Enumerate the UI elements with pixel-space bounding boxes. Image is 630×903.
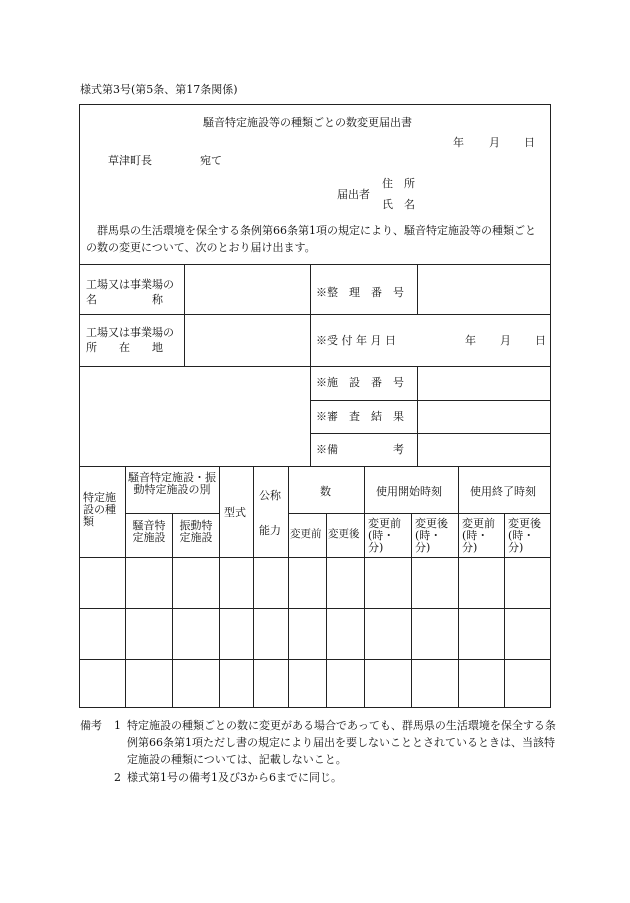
received-date-label: ※受 付 年 月 日 xyxy=(316,334,396,347)
date-day: 日 xyxy=(524,136,535,149)
rule xyxy=(79,314,551,315)
rule xyxy=(79,264,551,265)
rule xyxy=(458,466,459,708)
notifier-address-label: 住 所 xyxy=(382,177,415,190)
notifier-name-label: 氏 名 xyxy=(382,198,415,211)
addressee-suffix: 宛て xyxy=(200,154,222,167)
count-header: 数 xyxy=(320,485,331,498)
note-1-number: 1 xyxy=(114,719,121,732)
end-time-header: 使用終了時刻 xyxy=(470,485,536,498)
rule xyxy=(79,466,551,467)
rule xyxy=(411,513,412,708)
note-1-text: 特定施設の種類ごとの数に変更がある場合であっても、群馬県の生活環境を保全する条例第66条第1項ただし書の規定により届出を要しないこととされているときは、当該特定施設の種類については、記載しないこと。 xyxy=(127,719,556,766)
rule xyxy=(417,264,418,315)
capacity-header-bottom: 能力 xyxy=(259,524,281,537)
notes-label: 備考 xyxy=(80,719,102,732)
note-2-number: 2 xyxy=(114,771,121,784)
review-result-label: ※審 査 結 果 xyxy=(316,410,404,423)
count-before-header: 変更前 xyxy=(290,528,322,540)
end-after-time-header: 変更後(時・分) xyxy=(508,517,541,554)
rule xyxy=(184,264,185,366)
received-year: 年 xyxy=(465,334,476,347)
rule xyxy=(79,659,551,660)
date-month: 月 xyxy=(489,136,500,149)
count-after-header: 変更後 xyxy=(328,528,360,540)
start-after-time-header: 変更後(時・分) xyxy=(415,517,448,554)
rule xyxy=(288,466,289,708)
end-before-time-header: 変更前(時・分) xyxy=(462,517,495,554)
rule xyxy=(288,513,551,514)
notifier-label: 届出者 xyxy=(337,188,370,201)
start-time-header: 使用開始時刻 xyxy=(376,485,442,498)
rule xyxy=(364,466,365,708)
rule xyxy=(326,513,327,708)
rule xyxy=(79,366,551,367)
factory-address-label-1: 工場又は事業場の xyxy=(86,326,174,339)
rule xyxy=(172,513,173,708)
form-frame xyxy=(79,104,551,708)
start-before-time-header: 変更前(時・分) xyxy=(368,517,401,554)
rule xyxy=(504,513,505,708)
note-2-text: 様式第1号の備考1及び3から6までに同じ。 xyxy=(127,771,342,784)
form-title: 騒音特定施設等の種類ごとの数変更届出書 xyxy=(203,116,412,129)
rule xyxy=(219,466,220,708)
serial-number-label: ※整 理 番 号 xyxy=(316,286,404,299)
rule xyxy=(310,400,551,401)
rule xyxy=(79,608,551,609)
rule xyxy=(79,557,551,558)
model-header: 型式 xyxy=(224,506,246,519)
category-header: 騒音特定施設・振動特定施設の別 xyxy=(128,471,216,496)
rule xyxy=(253,466,254,708)
facility-type-header: 特定施設の種類 xyxy=(83,491,116,528)
capacity-header-top: 公称 xyxy=(259,489,281,502)
date-year: 年 xyxy=(453,136,464,149)
rule xyxy=(310,433,551,434)
form-number: 様式第3号(第5条、第17条関係) xyxy=(80,83,238,96)
rule xyxy=(125,466,126,708)
facility-number-label: ※施 設 番 号 xyxy=(316,376,404,389)
body-statement: 群馬県の生活環境を保全する条例第66条第1項の規定により、騒音特定施設等の種類ごとの数の変更について、次のとおり届け出ます。 xyxy=(86,224,536,254)
received-month: 月 xyxy=(500,334,511,347)
noise-facility-header: 騒音特定施設 xyxy=(132,519,166,544)
remarks-label: ※備 考 xyxy=(316,443,404,456)
factory-address-label-2: 所 在 地 xyxy=(86,341,163,354)
rule xyxy=(417,366,418,466)
factory-name-label-1: 工場又は事業場の xyxy=(86,278,174,291)
addressee-name: 草津町長 xyxy=(108,154,152,167)
received-day: 日 xyxy=(535,334,546,347)
factory-name-label-2: 名 称 xyxy=(86,293,163,306)
rule xyxy=(310,264,311,466)
vibration-facility-header: 振動特定施設 xyxy=(179,519,213,544)
